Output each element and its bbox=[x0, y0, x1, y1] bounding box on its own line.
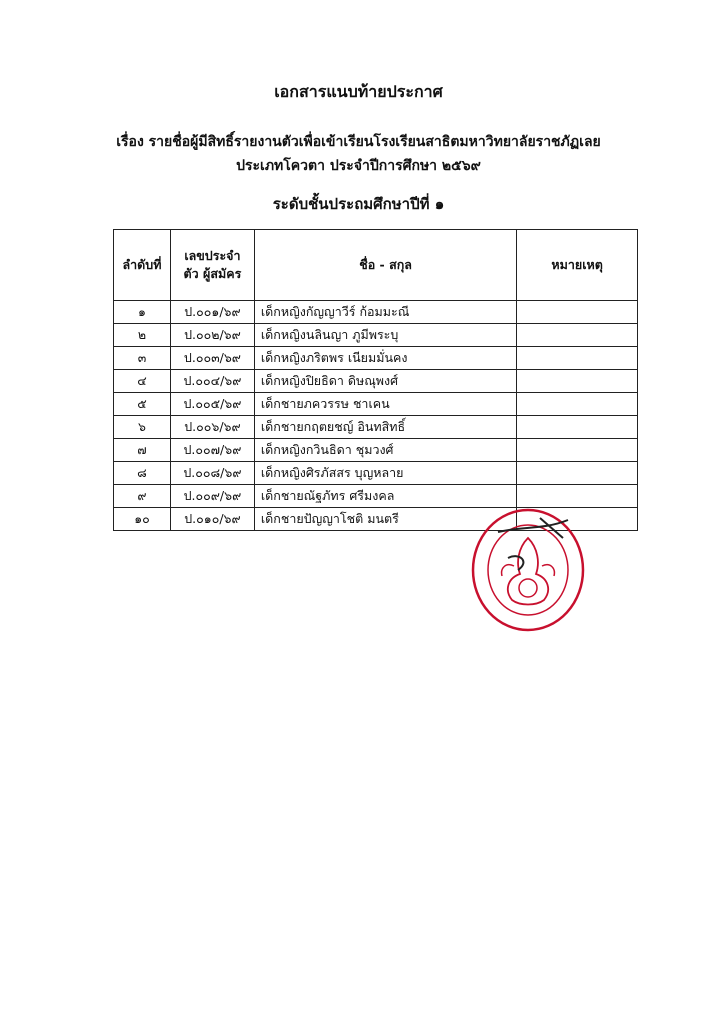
table-row bbox=[114, 416, 638, 439]
applicant-name: เด็กหญิงนลินญา ภูมีพระบุ bbox=[254, 324, 516, 347]
row-note bbox=[517, 416, 638, 439]
table-header-row bbox=[114, 230, 638, 301]
applicant-name: เด็กหญิงภริตพร เนียมมั่นคง bbox=[254, 347, 516, 370]
applicant-name: เด็กชายปัญญาโชติ มนตรี bbox=[254, 508, 516, 531]
table-row bbox=[114, 301, 638, 324]
applicant-name: เด็กหญิงกวินธิดา ชุมวงศ์ bbox=[254, 439, 516, 462]
table-row bbox=[114, 439, 638, 462]
applicant-id: ป.๐๐๓/๖๙ bbox=[170, 347, 254, 370]
university-seal-icon bbox=[468, 508, 588, 636]
row-note bbox=[517, 393, 638, 416]
applicant-id: ป.๐๐๗/๖๙ bbox=[170, 439, 254, 462]
row-number: ๙ bbox=[114, 485, 171, 508]
row-number: ๑๐ bbox=[114, 508, 171, 531]
row-number: ๖ bbox=[114, 416, 171, 439]
row-note bbox=[517, 439, 638, 462]
table-row bbox=[114, 324, 638, 347]
table-row bbox=[114, 347, 638, 370]
row-number: ๓ bbox=[114, 347, 171, 370]
row-number: ๑ bbox=[114, 301, 171, 324]
document-subject-line2: ประเภทโควตา ประจำปีการศึกษา ๒๕๖๙ bbox=[236, 158, 481, 174]
applicant-id: ป.๐๐๖/๖๙ bbox=[170, 416, 254, 439]
row-note bbox=[517, 324, 638, 347]
grade-level-heading: ระดับชั้นประถมศึกษาปีที่ ๑ bbox=[272, 195, 445, 213]
document-subject: เรื่อง รายชื่อผู้มีสิทธิ์รายงานตัวเพื่อเข้าเรียนโรงเรียนสาธิตมหาวิทยาลัยราชภัฏเลย bbox=[116, 134, 601, 150]
row-number: ๕ bbox=[114, 393, 171, 416]
row-note bbox=[517, 347, 638, 370]
applicant-id: ป.๐๐๔/๖๙ bbox=[170, 370, 254, 393]
applicant-name: เด็กชายภควรรษ ชาเคน bbox=[254, 393, 516, 416]
applicant-table bbox=[113, 229, 638, 531]
row-note bbox=[517, 485, 638, 508]
row-number: ๒ bbox=[114, 324, 171, 347]
row-number: ๗ bbox=[114, 439, 171, 462]
applicant-name: เด็กชายกฤตยชญ์ อินทสิทธิ์ bbox=[254, 416, 516, 439]
row-number: ๘ bbox=[114, 462, 171, 485]
row-note bbox=[517, 370, 638, 393]
table-row bbox=[114, 485, 638, 508]
applicant-name: เด็กหญิงปิยธิดา ดิษณุพงศ์ bbox=[254, 370, 516, 393]
table-row bbox=[114, 393, 638, 416]
header-name: ชื่อ - สกุล bbox=[254, 230, 516, 301]
table-row bbox=[114, 462, 638, 485]
row-note bbox=[517, 462, 638, 485]
applicant-name: เด็กชายณัฐภัทร ศรีมงคล bbox=[254, 485, 516, 508]
row-number: ๔ bbox=[114, 370, 171, 393]
applicant-name: เด็กหญิงศิรภัสสร บุญหลาย bbox=[254, 462, 516, 485]
header-applicant-id: เลขประจำตัว ผู้สมัคร bbox=[170, 230, 254, 301]
header-order: ลำดับที่ bbox=[114, 230, 171, 301]
document-title: เอกสารแนบท้ายประกาศ bbox=[274, 82, 443, 101]
header-note: หมายเหตุ bbox=[517, 230, 638, 301]
row-note bbox=[517, 301, 638, 324]
applicant-name: เด็กหญิงกัญญาวีร์ ก้อมมะณี bbox=[254, 301, 516, 324]
applicant-id: ป.๐๐๘/๖๙ bbox=[170, 462, 254, 485]
table-row bbox=[114, 370, 638, 393]
applicant-id: ป.๐๐๑/๖๙ bbox=[170, 301, 254, 324]
applicant-id: ป.๐๐๒/๖๙ bbox=[170, 324, 254, 347]
applicant-id: ป.๐๐๕/๖๙ bbox=[170, 393, 254, 416]
applicant-id: ป.๐๐๙/๖๙ bbox=[170, 485, 254, 508]
applicant-id: ป.๐๑๐/๖๙ bbox=[170, 508, 254, 531]
